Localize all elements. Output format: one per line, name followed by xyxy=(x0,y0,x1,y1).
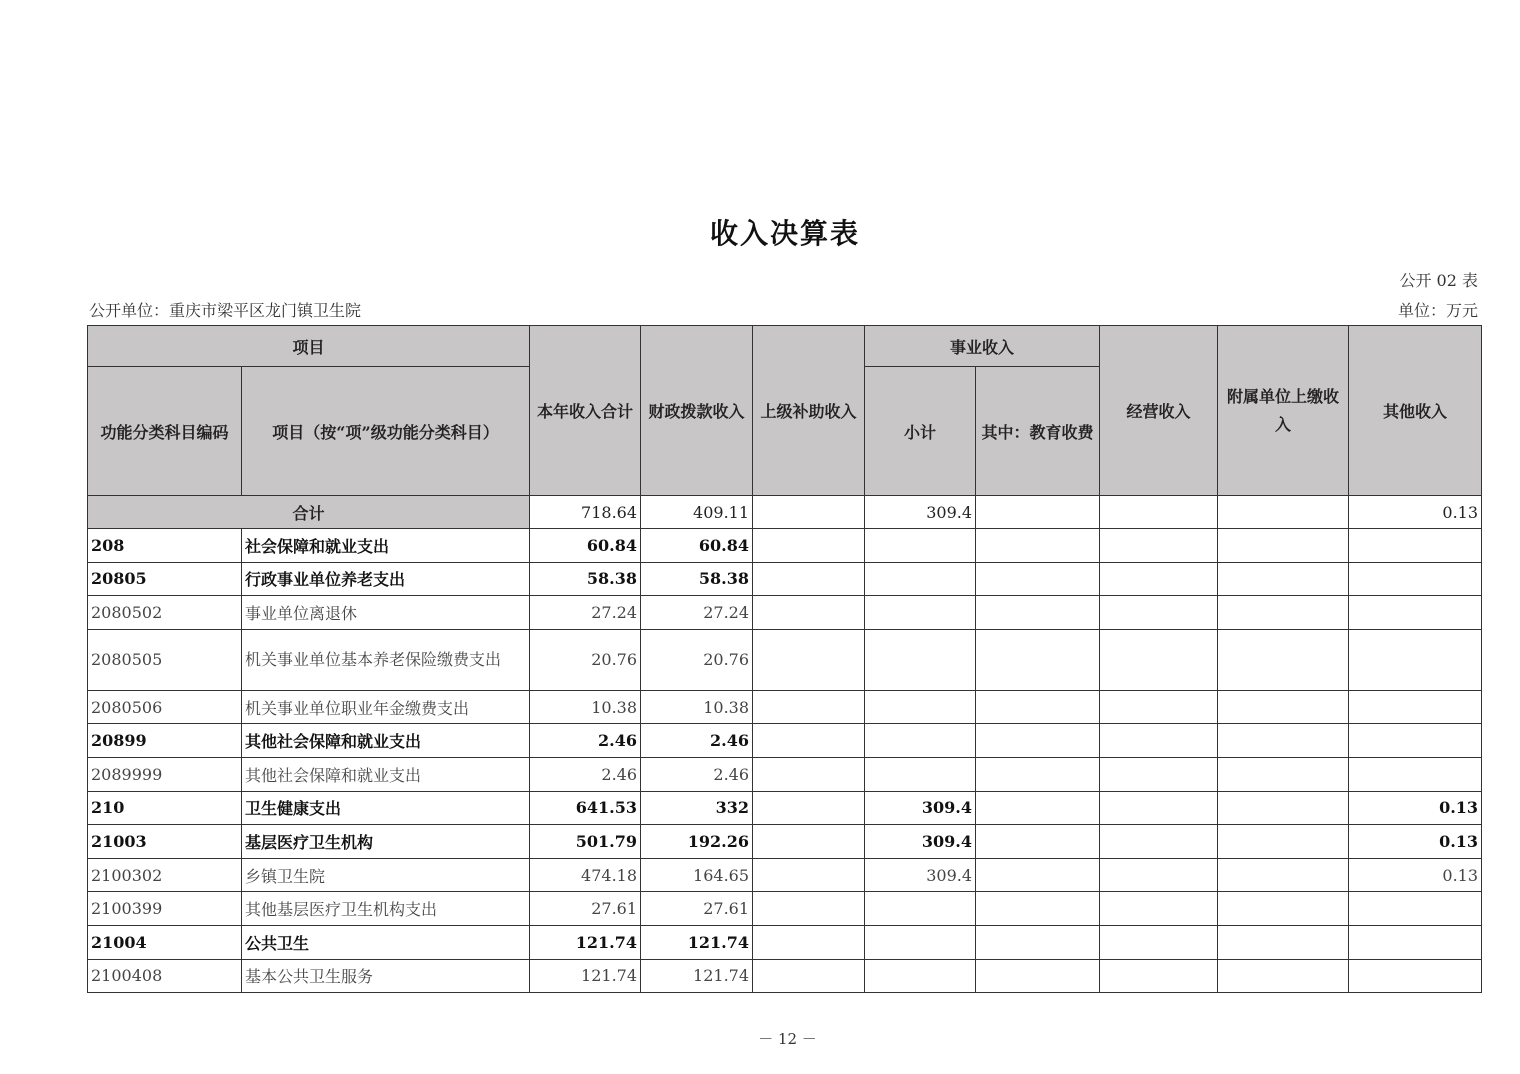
row-subtotal xyxy=(865,529,976,563)
row-operating xyxy=(1100,858,1218,892)
row-affiliated xyxy=(1218,959,1349,993)
row-operating xyxy=(1100,892,1218,926)
row-other: 0.13 xyxy=(1349,791,1482,825)
row-name: 机关事业单位基本养老保险缴费支出 xyxy=(242,629,530,690)
row-fiscal: 332 xyxy=(641,791,753,825)
total-other-value: 0.13 xyxy=(1349,496,1482,529)
row-subtotal: 309.4 xyxy=(865,825,976,859)
table-row xyxy=(88,791,1482,825)
row-code: 20899 xyxy=(88,724,242,758)
row-code: 2100408 xyxy=(88,959,242,993)
row-total-income: 474.18 xyxy=(530,858,641,892)
row-fiscal: 27.24 xyxy=(641,596,753,630)
row-edu xyxy=(976,757,1100,791)
row-operating xyxy=(1100,690,1218,724)
row-name: 其他基层医疗卫生机构支出 xyxy=(242,892,530,926)
row-superior xyxy=(753,925,865,959)
row-code: 21004 xyxy=(88,925,242,959)
row-total-income: 20.76 xyxy=(530,629,641,690)
row-superior xyxy=(753,791,865,825)
header-other-income: 其他收入 xyxy=(1349,326,1482,496)
table-row xyxy=(88,724,1482,758)
row-edu xyxy=(976,562,1100,596)
row-name: 公共卫生 xyxy=(242,925,530,959)
row-subtotal xyxy=(865,892,976,926)
row-affiliated xyxy=(1218,892,1349,926)
row-name: 机关事业单位职业年金缴费支出 xyxy=(242,690,530,724)
row-affiliated xyxy=(1218,690,1349,724)
page-number: － 12 － xyxy=(758,1030,817,1048)
total-edu-value xyxy=(976,496,1100,529)
row-operating xyxy=(1100,596,1218,630)
row-edu xyxy=(976,529,1100,563)
row-superior xyxy=(753,757,865,791)
row-subtotal xyxy=(865,757,976,791)
header-item-group: 项目 xyxy=(88,326,530,367)
row-name: 基层医疗卫生机构 xyxy=(242,825,530,859)
total-affiliated-value xyxy=(1218,496,1349,529)
row-fiscal: 60.84 xyxy=(641,529,753,563)
row-code: 2089999 xyxy=(88,757,242,791)
total-label: 合计 xyxy=(88,496,530,529)
table-row xyxy=(88,892,1482,926)
table-row xyxy=(88,959,1482,993)
row-subtotal: 309.4 xyxy=(865,858,976,892)
header-business-income-group: 事业收入 xyxy=(865,326,1100,367)
row-code: 2080506 xyxy=(88,690,242,724)
header-affiliated-income: 附属单位上缴收入 xyxy=(1218,326,1349,496)
row-superior xyxy=(753,825,865,859)
row-total-income: 121.74 xyxy=(530,925,641,959)
row-total-income: 501.79 xyxy=(530,825,641,859)
total-fiscal-value: 409.11 xyxy=(641,496,753,529)
row-superior xyxy=(753,629,865,690)
row-operating xyxy=(1100,724,1218,758)
header-total-income: 本年收入合计 xyxy=(530,326,641,496)
row-other xyxy=(1349,562,1482,596)
row-name: 卫生健康支出 xyxy=(242,791,530,825)
row-other xyxy=(1349,690,1482,724)
total-income-value: 718.64 xyxy=(530,496,641,529)
row-superior xyxy=(753,959,865,993)
row-total-income: 27.61 xyxy=(530,892,641,926)
total-superior-value xyxy=(753,496,865,529)
row-total-income: 60.84 xyxy=(530,529,641,563)
row-other xyxy=(1349,629,1482,690)
row-fiscal: 121.74 xyxy=(641,925,753,959)
row-superior xyxy=(753,858,865,892)
row-other xyxy=(1349,757,1482,791)
row-edu xyxy=(976,825,1100,859)
row-code: 2080505 xyxy=(88,629,242,690)
row-code: 208 xyxy=(88,529,242,563)
table-row xyxy=(88,562,1482,596)
reporting-unit: 公开单位：重庆市梁平区龙门镇卫生院 xyxy=(89,301,362,320)
row-fiscal: 164.65 xyxy=(641,858,753,892)
row-subtotal xyxy=(865,925,976,959)
row-edu xyxy=(976,959,1100,993)
row-edu xyxy=(976,596,1100,630)
row-subtotal xyxy=(865,629,976,690)
row-operating xyxy=(1100,629,1218,690)
row-name: 社会保障和就业支出 xyxy=(242,529,530,563)
row-affiliated xyxy=(1218,757,1349,791)
row-total-income: 58.38 xyxy=(530,562,641,596)
row-affiliated xyxy=(1218,925,1349,959)
row-total-income: 2.46 xyxy=(530,757,641,791)
form-number: 公开 02 表 xyxy=(1399,271,1478,290)
row-operating xyxy=(1100,791,1218,825)
table-row xyxy=(88,690,1482,724)
table-row xyxy=(88,825,1482,859)
row-total-income: 121.74 xyxy=(530,959,641,993)
header-fiscal-appropriation: 财政拨款收入 xyxy=(641,326,753,496)
row-code: 20805 xyxy=(88,562,242,596)
row-fiscal: 121.74 xyxy=(641,959,753,993)
row-affiliated xyxy=(1218,724,1349,758)
row-fiscal: 2.46 xyxy=(641,757,753,791)
row-subtotal xyxy=(865,562,976,596)
row-fiscal: 27.61 xyxy=(641,892,753,926)
row-edu xyxy=(976,724,1100,758)
row-operating xyxy=(1100,825,1218,859)
row-affiliated xyxy=(1218,791,1349,825)
row-edu xyxy=(976,925,1100,959)
header-education-fee: 其中：教育收费 xyxy=(976,367,1100,496)
row-fiscal: 192.26 xyxy=(641,825,753,859)
row-subtotal: 309.4 xyxy=(865,791,976,825)
row-fiscal: 20.76 xyxy=(641,629,753,690)
row-name: 其他社会保障和就业支出 xyxy=(242,724,530,758)
page-title: 收入决算表 xyxy=(709,217,860,250)
row-affiliated xyxy=(1218,562,1349,596)
header-item-name: 项目（按“项”级功能分类科目） xyxy=(242,367,530,496)
row-affiliated xyxy=(1218,858,1349,892)
row-subtotal xyxy=(865,596,976,630)
row-affiliated xyxy=(1218,529,1349,563)
row-other xyxy=(1349,925,1482,959)
total-operating-value xyxy=(1100,496,1218,529)
header-function-code: 功能分类科目编码 xyxy=(88,367,242,496)
row-operating xyxy=(1100,757,1218,791)
row-affiliated xyxy=(1218,596,1349,630)
row-operating xyxy=(1100,925,1218,959)
row-superior xyxy=(753,690,865,724)
row-total-income: 641.53 xyxy=(530,791,641,825)
total-subtotal-value: 309.4 xyxy=(865,496,976,529)
row-other xyxy=(1349,596,1482,630)
row-other: 0.13 xyxy=(1349,825,1482,859)
row-total-income: 2.46 xyxy=(530,724,641,758)
total-row xyxy=(88,496,1482,529)
row-superior xyxy=(753,529,865,563)
row-other xyxy=(1349,529,1482,563)
row-fiscal: 58.38 xyxy=(641,562,753,596)
row-operating xyxy=(1100,562,1218,596)
table-row xyxy=(88,925,1482,959)
row-superior xyxy=(753,596,865,630)
row-name: 行政事业单位养老支出 xyxy=(242,562,530,596)
income-statement-table xyxy=(87,325,1482,993)
row-name: 其他社会保障和就业支出 xyxy=(242,757,530,791)
currency-unit: 单位：万元 xyxy=(1397,301,1478,320)
row-total-income: 27.24 xyxy=(530,596,641,630)
row-affiliated xyxy=(1218,629,1349,690)
row-operating xyxy=(1100,529,1218,563)
row-edu xyxy=(976,892,1100,926)
row-subtotal xyxy=(865,959,976,993)
row-name: 事业单位离退休 xyxy=(242,596,530,630)
row-other xyxy=(1349,724,1482,758)
header-superior-subsidy: 上级补助收入 xyxy=(753,326,865,496)
row-superior xyxy=(753,892,865,926)
header-operating-income: 经营收入 xyxy=(1100,326,1218,496)
row-edu xyxy=(976,690,1100,724)
table-row xyxy=(88,629,1482,690)
row-other xyxy=(1349,959,1482,993)
row-code: 2100399 xyxy=(88,892,242,926)
row-code: 210 xyxy=(88,791,242,825)
table-row xyxy=(88,596,1482,630)
row-superior xyxy=(753,562,865,596)
row-fiscal: 2.46 xyxy=(641,724,753,758)
row-fiscal: 10.38 xyxy=(641,690,753,724)
row-other: 0.13 xyxy=(1349,858,1482,892)
row-name: 基本公共卫生服务 xyxy=(242,959,530,993)
row-operating xyxy=(1100,959,1218,993)
row-edu xyxy=(976,791,1100,825)
row-edu xyxy=(976,629,1100,690)
row-superior xyxy=(753,724,865,758)
row-subtotal xyxy=(865,690,976,724)
row-code: 21003 xyxy=(88,825,242,859)
row-affiliated xyxy=(1218,825,1349,859)
row-code: 2080502 xyxy=(88,596,242,630)
table-row xyxy=(88,529,1482,563)
row-code: 2100302 xyxy=(88,858,242,892)
row-edu xyxy=(976,858,1100,892)
row-total-income: 10.38 xyxy=(530,690,641,724)
table-row xyxy=(88,757,1482,791)
row-other xyxy=(1349,892,1482,926)
header-subtotal: 小计 xyxy=(865,367,976,496)
row-subtotal xyxy=(865,724,976,758)
table-row xyxy=(88,858,1482,892)
row-name: 乡镇卫生院 xyxy=(242,858,530,892)
